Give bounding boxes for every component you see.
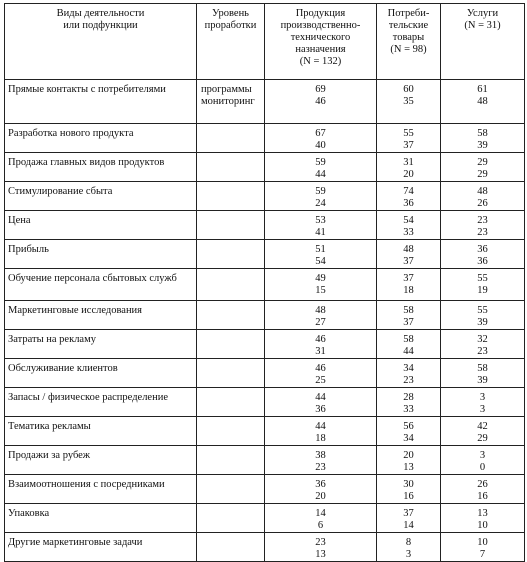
monitoring-value: 41: [315, 227, 326, 238]
program-value: 59: [315, 186, 326, 197]
activity-cell: Запасы / физическое распределение: [5, 388, 197, 417]
services-values-cell: [441, 533, 525, 562]
table-header-row: [5, 4, 525, 80]
table-row: [5, 388, 525, 417]
consumer-values-cell: [377, 80, 441, 124]
monitoring-value: 19: [477, 285, 488, 296]
monitoring-value: 40: [315, 140, 326, 151]
program-value: 48: [403, 244, 414, 255]
industrial-values-cell: [265, 301, 377, 330]
services-values-cell: [441, 269, 525, 301]
program-value: 74: [403, 186, 414, 197]
services-values-cell: [441, 301, 525, 330]
level-cell: [197, 475, 265, 504]
industrial-values-cell: [265, 211, 377, 240]
program-value: 53: [315, 215, 326, 226]
table-row: [5, 211, 525, 240]
industrial-values-cell: [265, 240, 377, 269]
program-value: 37: [403, 508, 414, 519]
program-value: 58: [477, 128, 488, 139]
consumer-values-cell: [377, 153, 441, 182]
monitoring-value: 27: [315, 317, 326, 328]
table-row: [5, 446, 525, 475]
monitoring-value: 15: [315, 285, 326, 296]
program-value: 20: [403, 450, 414, 461]
program-value: 67: [315, 128, 326, 139]
monitoring-value: 23: [477, 227, 488, 238]
level-cell: [197, 301, 265, 330]
monitoring-value: 46: [315, 96, 326, 107]
industrial-values-cell: [265, 124, 377, 153]
marketing-activities-table: [4, 3, 525, 562]
industrial-values-cell: [265, 533, 377, 562]
monitoring-value: 18: [403, 285, 414, 296]
industrial-values-cell: [265, 269, 377, 301]
monitoring-value: 39: [477, 317, 488, 328]
level-cell: [197, 269, 265, 301]
consumer-values-cell: [377, 330, 441, 359]
program-value: 48: [477, 186, 488, 197]
program-value: 44: [315, 421, 326, 432]
monitoring-value: 23: [315, 462, 326, 473]
program-value: 30: [403, 479, 414, 490]
monitoring-value: 37: [403, 140, 414, 151]
level-cell: [197, 417, 265, 446]
monitoring-value: 37: [403, 256, 414, 267]
consumer-values-cell: [377, 182, 441, 211]
monitoring-value: 44: [315, 169, 326, 180]
program-value: 3: [479, 450, 486, 461]
industrial-values-cell: [265, 388, 377, 417]
monitoring-value: 24: [315, 198, 326, 209]
table-row: [5, 475, 525, 504]
program-value: 59: [315, 157, 326, 168]
monitoring-value: 26: [477, 198, 488, 209]
monitoring-value: 48: [477, 96, 488, 107]
level-cell: программы мониторинг: [197, 80, 265, 124]
table-row: [5, 504, 525, 533]
program-value: 38: [315, 450, 326, 461]
header-consumer-goods: Потреби- тельские товары (N = 98): [377, 4, 441, 80]
monitoring-value: 44: [403, 346, 414, 357]
monitoring-value: 36: [477, 256, 488, 267]
monitoring-value: 16: [403, 491, 414, 502]
program-value: 46: [315, 334, 326, 345]
monitoring-value: 23: [403, 375, 414, 386]
monitoring-value: 14: [403, 520, 414, 531]
services-values-cell: [441, 417, 525, 446]
services-values-cell: [441, 475, 525, 504]
header-services: Услуги (N = 31): [441, 4, 525, 80]
program-value: 34: [403, 363, 414, 374]
activity-cell: Тематика рекламы: [5, 417, 197, 446]
program-value: 49: [315, 273, 326, 284]
monitoring-value: 33: [403, 404, 414, 415]
activity-cell: Прибыль: [5, 240, 197, 269]
program-value: 14: [315, 508, 326, 519]
monitoring-value: 25: [315, 375, 326, 386]
activity-cell: Затраты на рекламу: [5, 330, 197, 359]
table-row: [5, 417, 525, 446]
level-cell: [197, 533, 265, 562]
services-values-cell: [441, 211, 525, 240]
consumer-values-cell: [377, 417, 441, 446]
industrial-values-cell: [265, 153, 377, 182]
consumer-values-cell: [377, 269, 441, 301]
program-value: 28: [403, 392, 414, 403]
program-value: 37: [403, 273, 414, 284]
monitoring-value: 34: [403, 433, 414, 444]
monitoring-value: 29: [477, 169, 488, 180]
program-value: 23: [315, 537, 326, 548]
consumer-values-cell: [377, 446, 441, 475]
table-row: [5, 153, 525, 182]
level-cell: [197, 504, 265, 533]
table-row: [5, 359, 525, 388]
program-value: 13: [477, 508, 488, 519]
services-values-cell: [441, 80, 525, 124]
level-cell: [197, 359, 265, 388]
monitoring-value: 20: [403, 169, 414, 180]
monitoring-value: 36: [315, 404, 326, 415]
monitoring-value: 10: [477, 520, 488, 531]
consumer-values-cell: [377, 504, 441, 533]
services-values-cell: [441, 330, 525, 359]
activity-cell: Другие маркетинговые задачи: [5, 533, 197, 562]
program-value: 51: [315, 244, 326, 255]
header-industrial-products: Продукция производственно- технического назначения (N = 132): [265, 4, 377, 80]
monitoring-value: 18: [315, 433, 326, 444]
monitoring-value: 13: [315, 549, 326, 560]
program-value: 48: [315, 305, 326, 316]
program-value: 58: [477, 363, 488, 374]
program-value: 23: [477, 215, 488, 226]
industrial-values-cell: [265, 80, 377, 124]
level-cell: [197, 124, 265, 153]
program-value: 61: [477, 84, 488, 95]
program-value: 60: [403, 84, 414, 95]
header-level: Уровень проработки: [197, 4, 265, 80]
services-values-cell: [441, 182, 525, 211]
level-cell: [197, 330, 265, 359]
level-cell: [197, 388, 265, 417]
monitoring-value: 20: [315, 491, 326, 502]
table-row: [5, 80, 525, 124]
consumer-values-cell: [377, 359, 441, 388]
industrial-values-cell: [265, 504, 377, 533]
program-value: 8: [405, 537, 412, 548]
program-value: 46: [315, 363, 326, 374]
program-value: 55: [477, 273, 488, 284]
monitoring-value: 39: [477, 375, 488, 386]
table-row: [5, 182, 525, 211]
table-row: [5, 124, 525, 153]
services-values-cell: [441, 446, 525, 475]
level-cell: [197, 240, 265, 269]
monitoring-value: 23: [477, 346, 488, 357]
activity-cell: Обучение персонала сбытовых служб: [5, 269, 197, 301]
program-value: 54: [403, 215, 414, 226]
program-value: 42: [477, 421, 488, 432]
activity-cell: Маркетинговые исследования: [5, 301, 197, 330]
table-row: [5, 269, 525, 301]
table-row: [5, 533, 525, 562]
industrial-values-cell: [265, 330, 377, 359]
monitoring-value: 36: [403, 198, 414, 209]
program-value: 29: [477, 157, 488, 168]
activity-cell: Продажа главных видов продуктов: [5, 153, 197, 182]
activity-cell: Взаимоотношения с посредниками: [5, 475, 197, 504]
program-value: 36: [315, 479, 326, 490]
industrial-values-cell: [265, 359, 377, 388]
monitoring-value: 7: [479, 549, 486, 560]
consumer-values-cell: [377, 124, 441, 153]
monitoring-value: 3: [479, 404, 486, 415]
consumer-values-cell: [377, 388, 441, 417]
monitoring-value: 6: [317, 520, 324, 531]
program-value: 36: [477, 244, 488, 255]
industrial-values-cell: [265, 417, 377, 446]
consumer-values-cell: [377, 533, 441, 562]
program-value: 69: [315, 84, 326, 95]
header-activity: Виды деятельности или подфункции: [5, 4, 197, 80]
monitoring-value: 39: [477, 140, 488, 151]
monitoring-value: 3: [405, 549, 412, 560]
program-value: 55: [477, 305, 488, 316]
industrial-values-cell: [265, 446, 377, 475]
services-values-cell: [441, 124, 525, 153]
level-cell: [197, 211, 265, 240]
program-value: 10: [477, 537, 488, 548]
program-value: 3: [479, 392, 486, 403]
monitoring-value: 31: [315, 346, 326, 357]
table-row: [5, 301, 525, 330]
consumer-values-cell: [377, 301, 441, 330]
monitoring-value: 29: [477, 433, 488, 444]
program-value: 44: [315, 392, 326, 403]
monitoring-value: 0: [479, 462, 486, 473]
monitoring-value: 13: [403, 462, 414, 473]
monitoring-value: 35: [403, 96, 414, 107]
activity-cell: Упаковка: [5, 504, 197, 533]
program-value: 55: [403, 128, 414, 139]
industrial-values-cell: [265, 475, 377, 504]
level-cell: [197, 446, 265, 475]
services-values-cell: [441, 504, 525, 533]
level-cell: [197, 182, 265, 211]
table-row: [5, 240, 525, 269]
activity-cell: Стимулирование сбыта: [5, 182, 197, 211]
program-value: 26: [477, 479, 488, 490]
consumer-values-cell: [377, 211, 441, 240]
activity-cell: Прямые контакты с потребителями: [5, 80, 197, 124]
activity-cell: Продажи за рубеж: [5, 446, 197, 475]
table-row: [5, 330, 525, 359]
industrial-values-cell: [265, 182, 377, 211]
activity-cell: Обслуживание клиентов: [5, 359, 197, 388]
services-values-cell: [441, 359, 525, 388]
monitoring-value: 54: [315, 256, 326, 267]
program-value: 32: [477, 334, 488, 345]
program-value: 58: [403, 305, 414, 316]
monitoring-value: 37: [403, 317, 414, 328]
services-values-cell: [441, 240, 525, 269]
services-values-cell: [441, 388, 525, 417]
activity-cell: Цена: [5, 211, 197, 240]
activity-cell: Разработка нового продукта: [5, 124, 197, 153]
level-cell: [197, 153, 265, 182]
services-values-cell: [441, 153, 525, 182]
monitoring-value: 16: [477, 491, 488, 502]
consumer-values-cell: [377, 475, 441, 504]
monitoring-value: 33: [403, 227, 414, 238]
program-value: 58: [403, 334, 414, 345]
program-value: 56: [403, 421, 414, 432]
consumer-values-cell: [377, 240, 441, 269]
program-value: 31: [403, 157, 414, 168]
table-body: [5, 80, 525, 562]
